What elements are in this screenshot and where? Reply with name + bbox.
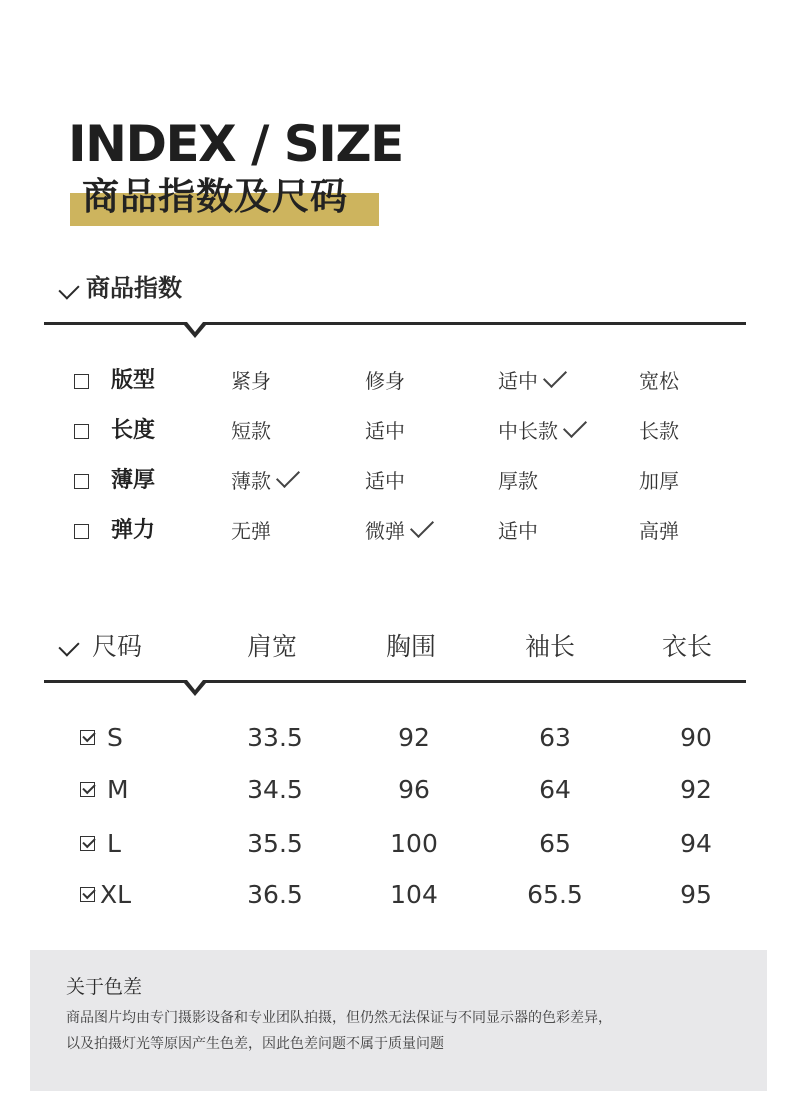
index-row-label: 薄厚 — [111, 468, 156, 493]
index-section-title: 商品指数 — [86, 274, 182, 302]
size-label: M — [107, 775, 129, 804]
index-option — [639, 468, 679, 494]
index-option-label: 适中 — [498, 519, 538, 543]
size-value-cell: 104 — [390, 880, 438, 909]
size-value-cell: 33.5 — [247, 723, 303, 752]
size-label: XL — [100, 880, 132, 909]
size-value-cell: 95 — [680, 880, 712, 909]
index-option-label: 无弹 — [231, 519, 271, 543]
index-option — [639, 418, 679, 444]
index-option-label: 微弹 — [365, 519, 405, 543]
size-value-cell: 92 — [398, 723, 430, 752]
size-value-cell: 34.5 — [247, 775, 303, 804]
size-value-cell: 63 — [539, 723, 571, 752]
index-row-label: 版型 — [111, 368, 156, 393]
index-divider — [44, 322, 746, 325]
index-option-label: 中长款 — [498, 419, 558, 443]
index-option-label: 长款 — [639, 419, 679, 443]
index-row-checkbox[interactable] — [74, 474, 89, 489]
size-value-cell: 100 — [390, 829, 438, 858]
index-option-label: 厚款 — [498, 469, 538, 493]
note-title: 关于色差 — [66, 976, 143, 998]
size-label: S — [107, 723, 123, 752]
size-col-header: 肩宽 — [247, 632, 298, 661]
index-option — [365, 368, 405, 394]
index-check-icon — [60, 280, 78, 299]
size-checkbox-icon[interactable] — [80, 836, 95, 851]
index-option — [231, 418, 271, 444]
note-line: 以及拍摄灯光等原因产生色差，因此色差问题不属于质量问题 — [66, 1036, 444, 1052]
size-value-cell: 64 — [539, 775, 571, 804]
index-option — [231, 518, 271, 544]
size-value-cell: 65.5 — [527, 880, 583, 909]
size-checkbox-icon[interactable] — [80, 730, 95, 745]
size-col-header: 胸围 — [386, 632, 437, 661]
index-option — [498, 418, 586, 444]
index-option — [498, 468, 538, 494]
index-divider-notch — [184, 325, 206, 338]
index-option — [498, 368, 566, 394]
size-value-cell: 92 — [680, 775, 712, 804]
index-option — [365, 418, 405, 444]
index-row-checkbox[interactable] — [74, 424, 89, 439]
page-title-en: INDEX / SIZE — [68, 115, 403, 173]
index-option — [231, 368, 271, 394]
index-option — [639, 368, 679, 394]
size-value-cell: 36.5 — [247, 880, 303, 909]
index-option-label: 宽松 — [639, 369, 679, 393]
selected-check-icon — [276, 464, 300, 488]
index-row-label: 弹力 — [111, 518, 156, 543]
size-checkbox-icon[interactable] — [80, 782, 95, 797]
index-option-label: 短款 — [231, 419, 271, 443]
index-option-label: 适中 — [365, 469, 405, 493]
index-option — [365, 468, 405, 494]
size-value-cell: 65 — [539, 829, 571, 858]
index-row-label: 长度 — [111, 418, 156, 443]
note-line: 商品图片均由专门摄影设备和专业团队拍摄，但仍然无法保证与不同显示器的色彩差异， — [66, 1010, 612, 1026]
size-check-icon — [60, 637, 78, 656]
page-title-cn: 商品指数及尺码 — [82, 175, 348, 218]
size-divider — [44, 680, 746, 683]
size-label: L — [107, 829, 121, 858]
size-value-cell: 94 — [680, 829, 712, 858]
index-option-label: 高弹 — [639, 519, 679, 543]
size-divider-notch — [184, 683, 206, 696]
index-option-label: 适中 — [498, 369, 538, 393]
selected-check-icon — [410, 514, 434, 538]
size-checkbox-icon[interactable] — [80, 887, 95, 902]
index-row-checkbox[interactable] — [74, 374, 89, 389]
selected-check-icon — [543, 364, 567, 388]
index-option — [498, 518, 538, 544]
size-value-cell: 90 — [680, 723, 712, 752]
size-col-header: 袖长 — [525, 632, 576, 661]
index-row-checkbox[interactable] — [74, 524, 89, 539]
selected-check-icon — [563, 414, 587, 438]
index-option-label: 适中 — [365, 419, 405, 443]
size-col-header: 衣长 — [662, 632, 713, 661]
index-option — [365, 518, 433, 544]
index-option-label: 修身 — [365, 369, 405, 393]
size-section-title: 尺码 — [92, 632, 143, 661]
size-value-cell: 35.5 — [247, 829, 303, 858]
index-option — [639, 518, 679, 544]
index-option — [231, 468, 299, 494]
size-value-cell: 96 — [398, 775, 430, 804]
index-option-label: 加厚 — [639, 469, 679, 493]
index-option-label: 薄款 — [231, 469, 271, 493]
index-option-label: 紧身 — [231, 369, 271, 393]
